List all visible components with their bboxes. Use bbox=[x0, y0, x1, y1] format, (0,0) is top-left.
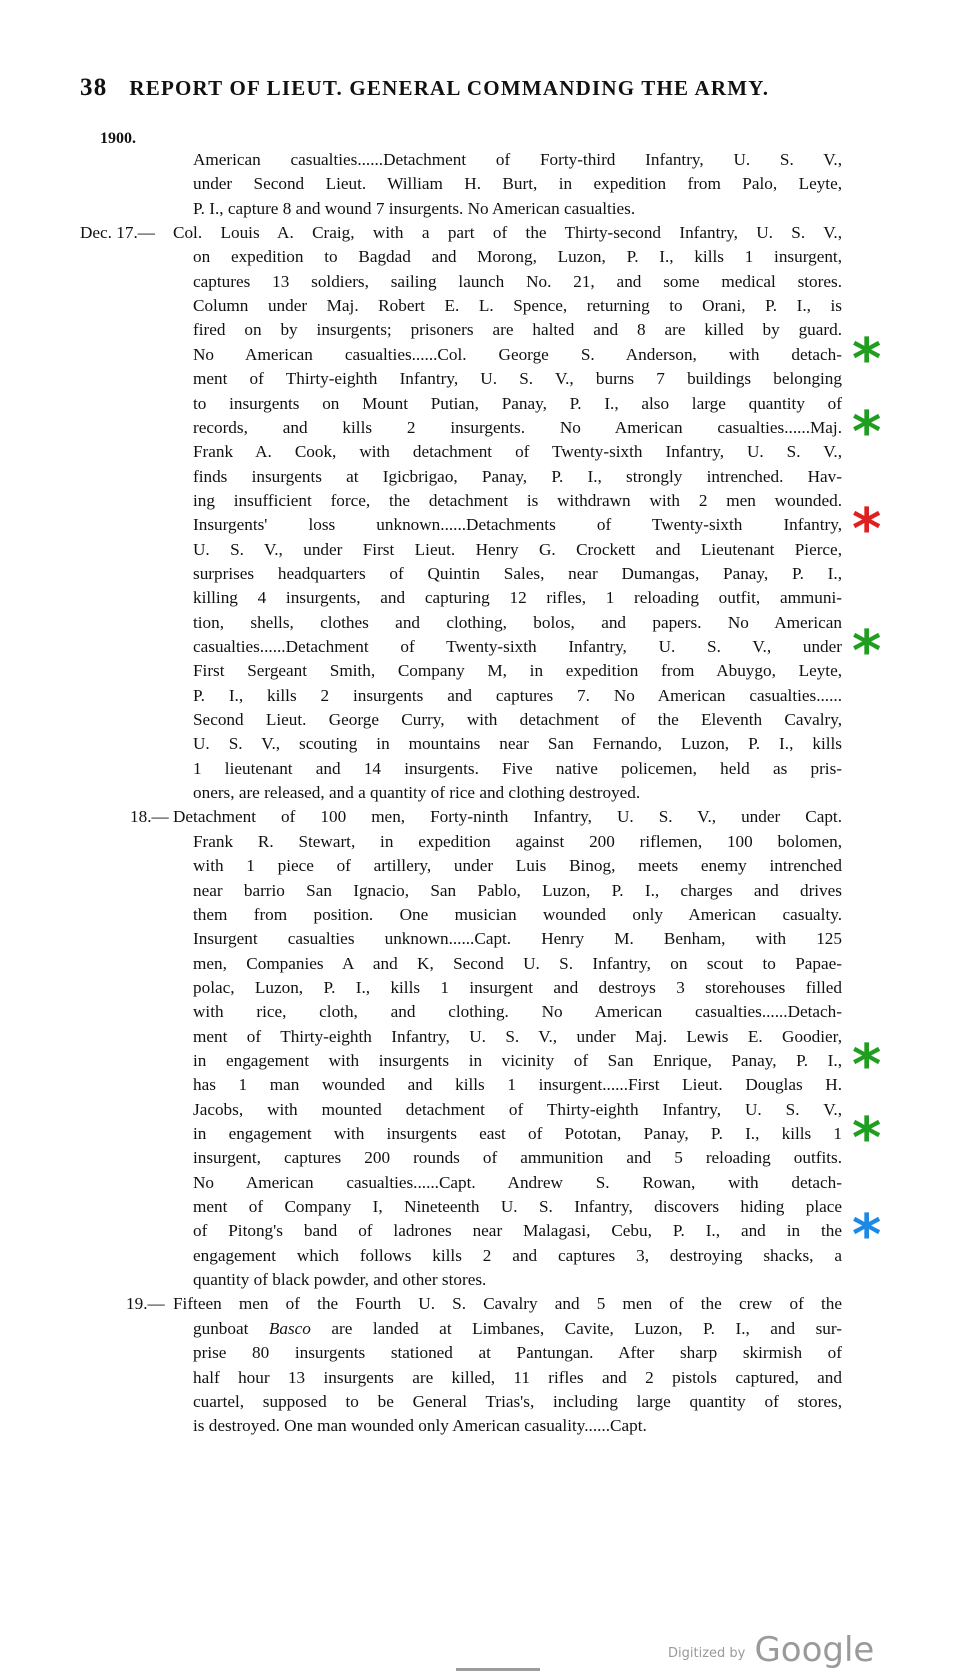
text-line: in engagement with insurgents east of Pototan, Panay, P. I., kills 1 bbox=[193, 1124, 842, 1143]
text-line: Second Lieut. George Curry, with detachment of the Eleventh Cavalry, bbox=[193, 710, 842, 730]
text-line: half hour 13 insurgents are killed, 11 rifles and 2 pistols captured, and bbox=[193, 1367, 842, 1387]
digitization-watermark bbox=[668, 1630, 874, 1670]
text-line: ment of Thirty-eighth Infantry, U. S. V., under Maj. Lewis E. Goodier, bbox=[193, 1026, 842, 1046]
text-line: Frank R. Stewart, in expedition against 200 riflemen, 100 bolomen, bbox=[193, 831, 842, 851]
margin-asterisk: * bbox=[852, 497, 882, 563]
text-line: near barrio San Ignacio, San Pablo, Luzon, P. I., charges and drives bbox=[193, 880, 842, 900]
margin-asterisk: * bbox=[852, 399, 882, 465]
text-line: quantity of black powder, and other stores. bbox=[193, 1270, 487, 1290]
text-line: engagement which follows kills 2 and captures 3, destroying shacks, a bbox=[193, 1245, 842, 1265]
text-line: on expedition to Bagdad and Morong, Luzon, P. I., kills 1 insurgent, bbox=[193, 247, 842, 267]
text-line: polac, Luzon, P. I., kills 1 insurgent and destroys 3 storehouses filled bbox=[193, 977, 842, 997]
margin-asterisk: * bbox=[852, 1032, 882, 1098]
text-line: U. S. V., scouting in mountains near San Fernando, Luzon, P. I., kills bbox=[193, 734, 842, 754]
text-line: under Second Lieut. William H. Burt, in expedition from Palo, Leyte, bbox=[193, 174, 842, 194]
header-title: REPORT OF LIEUT. GENERAL COMMANDING THE ARMY. bbox=[129, 76, 770, 100]
text-line: Col. Louis A. Craig, with a part of the Thirty-second Infantry, U. S. V., bbox=[173, 223, 842, 243]
text-line: in engagement with insurgents in vicinity of San Enrique, Panay, P. I., bbox=[193, 1050, 842, 1070]
text-line: casualties......Detachment of Twenty-sixth Infantry, U. S. V., under bbox=[193, 637, 842, 656]
text-line: cuartel, supposed to be General Trias's, including large quantity of stores, bbox=[193, 1391, 842, 1411]
margin-asterisk: * bbox=[852, 619, 882, 684]
page-number: 38 bbox=[80, 74, 108, 101]
text-line: Jacobs, with mounted detachment of Thirty-eighth Infantry, U. S. V., bbox=[193, 1099, 842, 1119]
text-line: prise 80 insurgents stationed at Pantungan. After sharp skirmish of bbox=[193, 1343, 842, 1363]
text-line: Detachment of 100 men, Forty-ninth Infantry, U. S. V., under Capt. bbox=[173, 807, 842, 827]
year-heading: 1900. bbox=[100, 130, 136, 147]
text-line: ment of Company I, Nineteenth U. S. Infantry, discovers hiding place bbox=[193, 1197, 842, 1217]
text-line: insurgent, captures 200 rounds of ammunition and 5 reloading outfits. bbox=[193, 1148, 842, 1168]
text-line: men, Companies A and K, Second U. S. Infantry, on scout to Papae- bbox=[193, 953, 842, 973]
entry-date: Dec. 17.— bbox=[80, 223, 155, 243]
text-line: surprises headquarters of Quintin Sales, near Dumangas, Panay, P. I., bbox=[193, 563, 842, 583]
text-line: 1 lieutenant and 14 insurgents. Five native policemen, held as pris- bbox=[193, 758, 842, 778]
text-line: records, and kills 2 insurgents. No American casualties......Maj. bbox=[193, 417, 842, 437]
text-line: finds insurgents at Igicbrigao, Panay, P. I., strongly intrenched. Hav- bbox=[193, 466, 842, 486]
text-line: of Pitong's band of ladrones near Malagasi, Cebu, P. I., and in the bbox=[193, 1221, 842, 1241]
text-line: Column under Maj. Robert E. L. Spence, returning to Orani, P. I., is bbox=[193, 296, 842, 316]
margin-asterisk: * bbox=[852, 1106, 882, 1171]
text-line: Insurgents' loss unknown......Detachments of Twenty-sixth Infantry, bbox=[193, 515, 842, 535]
text-line: oners, are released, and a quantity of rice and clothing destroyed. bbox=[193, 783, 641, 803]
text-line: fired on by insurgents; prisoners are halted and 8 are killed by guard. bbox=[193, 320, 842, 340]
text-line: gunboat Basco are landed at Limbanes, Cavite, Luzon, P. I., and sur- bbox=[193, 1318, 842, 1338]
text-line: with rice, cloth, and clothing. No American casualties......Detach- bbox=[193, 1002, 842, 1022]
text-line: ment of Thirty-eighth Infantry, U. S. V., burns 7 buildings belonging bbox=[193, 369, 842, 389]
text-line: P. I., capture 8 and wound 7 insurgents. No American casualties. bbox=[193, 198, 636, 218]
scan-smudge bbox=[456, 1668, 540, 1671]
digitized-by-text: Digitized by bbox=[668, 1646, 746, 1661]
text-line: to insurgents on Mount Putian, Panay, P. I., also large quantity of bbox=[193, 393, 842, 413]
text-line: Insurgent casualties unknown......Capt. Henry M. Benham, with 125 bbox=[193, 929, 842, 949]
text-line: them from position. One musician wounded only American casualty. bbox=[193, 904, 842, 924]
text-line: captures 13 soldiers, sailing launch No. 21, and some medical stores. bbox=[193, 271, 842, 291]
text-line: No American casualties......Col. George S. Anderson, with detach- bbox=[193, 344, 842, 364]
entry-date: 19.— bbox=[126, 1294, 165, 1314]
text-line: has 1 man wounded and kills 1 insurgent......First Lieut. Douglas H. bbox=[193, 1075, 842, 1095]
google-logo: Google bbox=[754, 1630, 875, 1670]
text-line: First Sergeant Smith, Company M, in expedition from Abuygo, Leyte, bbox=[193, 661, 842, 681]
margin-asterisk: * bbox=[852, 1203, 882, 1269]
margin-asterisk: * bbox=[852, 326, 882, 392]
text-line: No American casualties......Capt. Andrew S. Rowan, with detach- bbox=[193, 1172, 842, 1192]
running-header bbox=[80, 74, 840, 102]
text-line: American casualties......Detachment of Forty-third Infantry, U. S. V., bbox=[193, 150, 842, 169]
text-line: Fifteen men of the Fourth U. S. Cavalry and 5 men of the crew of the bbox=[173, 1294, 842, 1314]
entry-date: 18.— bbox=[130, 807, 169, 827]
text-line: ing insufficient force, the detachment is withdrawn with 2 men wounded. bbox=[193, 490, 842, 510]
text-line: is destroyed. One man wounded only American casuality......Capt. bbox=[193, 1416, 647, 1436]
text-line: U. S. V., under First Lieut. Henry G. Crockett and Lieutenant Pierce, bbox=[193, 539, 842, 559]
text-line: P. I., kills 2 insurgents and captures 7. No American casualties...... bbox=[193, 685, 842, 705]
text-line: killing 4 insurgents, and capturing 12 rifles, 1 reloading outfit, ammuni- bbox=[193, 588, 842, 608]
text-line: Frank A. Cook, with detachment of Twenty-sixth Infantry, U. S. V., bbox=[193, 442, 842, 462]
text-line: with 1 piece of artillery, under Luis Binog, meets enemy intrenched bbox=[193, 856, 842, 876]
text-line: tion, shells, clothes and clothing, bolos, and papers. No American bbox=[193, 612, 842, 632]
